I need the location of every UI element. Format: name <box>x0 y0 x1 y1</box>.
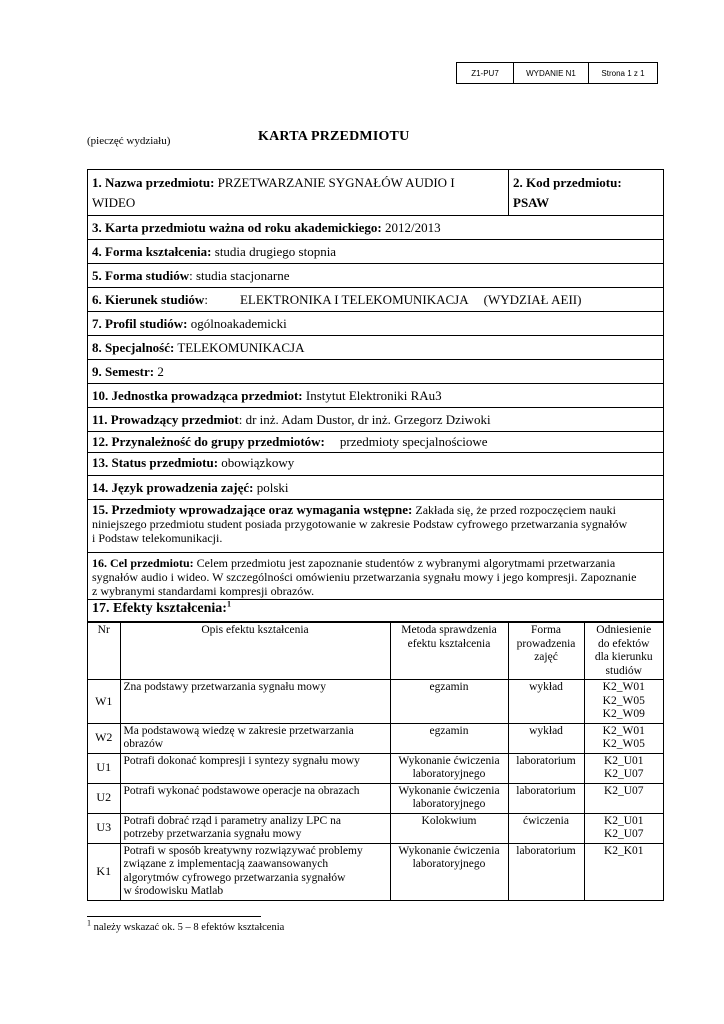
document-edition: WYDANIE N1 <box>514 63 589 83</box>
outcome-description: Potrafi dobrać rząd i parametry analizy LPC na potrzeby przetwarzania sygnału mowy <box>120 813 390 843</box>
outcome-form: laboratorium <box>508 753 584 783</box>
outcome-nr: W1 <box>88 680 120 724</box>
unit-value: Instytut Elektroniki RAu3 <box>302 388 442 403</box>
learning-outcomes-table-wrap <box>88 622 663 900</box>
row-valid-from <box>88 216 663 240</box>
page-title: KARTA PRZEDMIOTU <box>258 129 410 144</box>
outcome-method: Wykonanie ćwiczenia laboratoryjnego <box>390 753 508 783</box>
valid-from-label: 3. Karta przedmiotu ważna od roku akademickiego: <box>92 220 382 235</box>
study-profile-value: ogólnoakademicki <box>187 316 287 331</box>
row-unit <box>88 384 663 408</box>
outcome-form: laboratorium <box>508 783 584 813</box>
outcome-reference: K2_U01 K2_U07 <box>584 813 663 843</box>
outcome-form: wykład <box>508 680 584 724</box>
outcome-nr: U2 <box>88 783 120 813</box>
row-course-group <box>88 432 663 453</box>
col-header-nr: Nr <box>88 623 120 680</box>
course-goal-text-3: z wybranymi standardami kompresji obrazów. <box>92 584 315 598</box>
learning-outcomes-label: 17. Efekty kształcenia: <box>92 601 227 616</box>
footnote-divider <box>87 916 261 917</box>
valid-from-value: 2012/2013 <box>381 220 441 235</box>
outcome-reference: K2_K01 <box>584 843 663 900</box>
outcome-method: Wykonanie ćwiczenia laboratoryjnego <box>390 843 508 900</box>
table-row <box>88 680 663 724</box>
row-prerequisites <box>88 500 663 553</box>
faculty-seal-label: (pieczęć wydziału) <box>87 135 171 147</box>
semester-value: 2 <box>154 364 164 379</box>
unit-label: 10. Jednostka prowadząca przedmiot: <box>92 388 303 403</box>
table-row <box>88 783 663 813</box>
outcome-nr: U3 <box>88 813 120 843</box>
course-goal-label: 16. Cel przedmiotu: <box>92 556 194 570</box>
learning-outcomes-table <box>88 622 663 900</box>
row-language <box>88 476 663 500</box>
outcome-method: Wykonanie ćwiczenia laboratoryjnego <box>390 783 508 813</box>
table-row <box>88 723 663 753</box>
col-header-description: Opis efektu kształcenia <box>120 623 390 680</box>
course-code-cell <box>509 170 663 215</box>
field-of-study-colon: : <box>204 292 208 307</box>
col-header-form: Forma prowadzenia zajęć <box>508 623 584 680</box>
row-lecturers <box>88 408 663 432</box>
course-name-label: 1. Nazwa przedmiotu: <box>92 175 215 190</box>
study-form-label: 5. Forma studiów <box>92 268 190 283</box>
course-code-value: PSAW <box>513 195 550 210</box>
outcome-reference: K2_W01 K2_W05 <box>584 723 663 753</box>
course-goal-text-2: sygnałów audio i wideo. W szczególności omówieniu przetwarzania sygnału mowy i jego kompresji. Zapoznanie <box>92 570 637 584</box>
outcome-reference: K2_U07 <box>584 783 663 813</box>
outcome-description: Ma podstawową wiedzę w zakresie przetwarzania obrazów <box>120 723 390 753</box>
prerequisites-text-3: i Podstaw telekomunikacji. <box>92 531 223 545</box>
table-row <box>88 813 663 843</box>
outcome-description: Potrafi w sposób kreatywny rozwiązywać problemy związane z implementacją zaawansowanych algorytmów cyfrowego przetwarzania sygnałów w środowisku Matlab <box>120 843 390 900</box>
course-code-label: 2. Kod przedmiotu: <box>513 175 622 190</box>
prerequisites-text-1: Zakłada się, że przed rozpoczęciem nauki <box>412 503 616 517</box>
education-form-value: studia drugiego stopnia <box>211 244 337 259</box>
row-learning-outcomes-heading <box>88 600 663 622</box>
outcome-nr: W2 <box>88 723 120 753</box>
page-number: Strona 1 z 1 <box>601 68 645 78</box>
outcome-form: ćwiczenia <box>508 813 584 843</box>
table-header-row <box>88 623 663 680</box>
row-course-name-code <box>88 170 663 216</box>
row-field-of-study <box>88 288 663 312</box>
specialization-label: 8. Specjalność: <box>92 340 175 355</box>
outcome-description: Potrafi wykonać podstawowe operacje na obrazach <box>120 783 390 813</box>
field-of-study-value: ELEKTRONIKA I TELEKOMUNIKACJA <box>239 292 469 307</box>
lecturers-value: : dr inż. Adam Dustor, dr inż. Grzegorz Dziwoki <box>238 412 491 427</box>
col-header-reference: Odniesienie do efektów dla kierunku studiów <box>584 623 663 680</box>
row-study-profile <box>88 312 663 336</box>
specialization-value: TELEKOMUNIKACJA <box>174 340 305 355</box>
footnote <box>87 918 285 933</box>
outcome-method: egzamin <box>390 723 508 753</box>
table-row <box>88 753 663 783</box>
outcome-form: wykład <box>508 723 584 753</box>
row-education-form <box>88 240 663 264</box>
course-status-label: 13. Status przedmiotu: <box>92 455 219 470</box>
footnote-ref: 1 <box>226 599 231 609</box>
course-name-value-cont: WIDEO <box>92 195 136 210</box>
study-profile-label: 7. Profil studiów: <box>92 316 188 331</box>
document-code: Z1-PU7 <box>457 63 514 83</box>
footnote-text: należy wskazać ok. 5 – 8 efektów kształcenia <box>91 922 285 933</box>
course-goal-text-1: Celem przedmiotu jest zapoznanie studentów z wybranymi algorytmami przetwarzania <box>193 556 616 570</box>
study-form-value: : studia stacjonarne <box>189 268 290 283</box>
outcome-description: Zna podstawy przetwarzania sygnału mowy <box>120 680 390 724</box>
footnote-number: 1 <box>87 918 91 928</box>
outcome-reference: K2_W01 K2_W05 K2_W09 <box>584 680 663 724</box>
faculty-name: (WYDZIAŁ AEII) <box>483 292 582 307</box>
row-course-status <box>88 453 663 476</box>
row-specialization <box>88 336 663 360</box>
language-value: polski <box>253 480 289 495</box>
outcome-form: laboratorium <box>508 843 584 900</box>
prerequisites-label: 15. Przedmioty wprowadzające oraz wymagania wstępne: <box>92 502 413 517</box>
outcome-nr: K1 <box>88 843 120 900</box>
course-group-value: przedmioty specjalnościowe <box>339 434 488 449</box>
field-of-study-label: 6. Kierunek studiów <box>92 292 205 307</box>
lecturers-label: 11. Prowadzący przedmiot <box>92 412 239 427</box>
language-label: 14. Język prowadzenia zajęć: <box>92 480 254 495</box>
row-course-goal <box>88 553 663 600</box>
course-name-cell <box>88 170 509 215</box>
prerequisites-text-2: niniejszego przedmiotu student posiada przygotowanie w zakresie Podstaw cyfrowego przetwarzania sygnałów <box>92 517 628 531</box>
col-header-method: Metoda sprawdzenia efektu kształcenia <box>390 623 508 680</box>
row-study-form <box>88 264 663 288</box>
table-row <box>88 843 663 900</box>
outcome-method: Kolokwium <box>390 813 508 843</box>
outcome-nr: U1 <box>88 753 120 783</box>
outcome-method: egzamin <box>390 680 508 724</box>
outcome-description: Potrafi dokonać kompresji i syntezy sygnału mowy <box>120 753 390 783</box>
course-status-value: obowiązkowy <box>218 455 295 470</box>
education-form-label: 4. Forma kształcenia: <box>92 244 212 259</box>
outcome-reference: K2_U01 K2_U07 <box>584 753 663 783</box>
course-name-value: PRZETWARZANIE SYGNAŁÓW AUDIO I <box>214 175 455 190</box>
document-header-box <box>456 62 658 84</box>
course-card-table <box>87 169 664 901</box>
semester-label: 9. Semestr: <box>92 364 155 379</box>
course-group-label: 12. Przynależność do grupy przedmiotów: <box>92 434 325 449</box>
row-semester <box>88 360 663 384</box>
